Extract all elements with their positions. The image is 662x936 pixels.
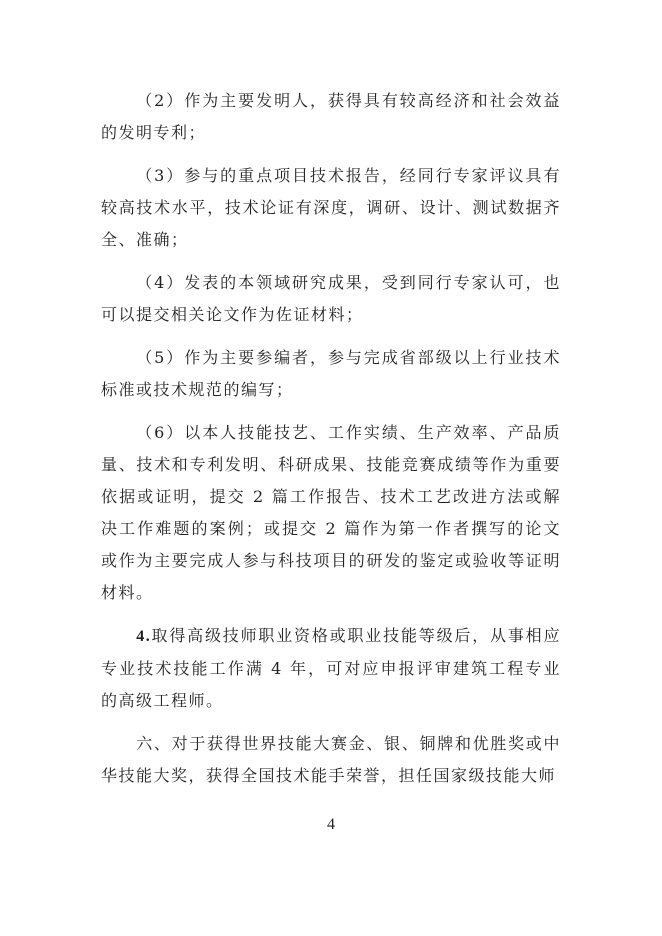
- page-number: 4: [327, 816, 335, 833]
- paragraph-item-6: [101, 417, 561, 609]
- paragraph-text: （3）参与的重点项目技术报告，经同行专家评议具有较高技术水平，技术论证有深度，调研、设计、测试数据齐全、准确；: [101, 166, 561, 249]
- paragraph-item-2: [101, 85, 561, 149]
- paragraph-text: （5）作为主要参编者，参与完成省部级以上行业技术标准或技术规范的编写；: [101, 348, 561, 399]
- paragraph-item-5: [101, 342, 561, 406]
- paragraph-text: （2）作为主要发明人，获得具有较高经济和社会效益的发明专利；: [101, 91, 561, 142]
- paragraph-text: 取得高级技师职业资格或职业技能等级后，从事相应专业技术技能工作满 4 年，可对应申报评审建筑工程专业的高级工程师。: [101, 626, 561, 710]
- paragraph-clause-4: [101, 620, 561, 717]
- paragraph-section-6: [101, 728, 561, 792]
- document-body: [101, 85, 561, 803]
- paragraph-text: （6）以本人技能技艺、工作实绩、生产效率、产品质量、技术和专利发明、科研成果、技能竞赛成绩等作为重要依据或证明，提交 2 篇工作报告、技术工艺改进方法或解决工作难题的案例；或提交 2 篇作为第一作者撰写的论文或作为主要完成人参与科技项目的研发的鉴定或验收等证明材料。: [101, 423, 561, 602]
- paragraph-text: 六、对于获得世界技能大赛金、银、铜牌和优胜奖或中华技能大奖，获得全国技术能手荣誉，担任国家级技能大师: [101, 734, 561, 785]
- paragraph-text: （4）发表的本领域研究成果，受到同行专家认可，也可以提交相关论文作为佐证材料；: [101, 273, 561, 324]
- paragraph-item-3: [101, 160, 561, 256]
- paragraph-item-4: [101, 267, 561, 331]
- clause-number: 4.: [136, 628, 152, 645]
